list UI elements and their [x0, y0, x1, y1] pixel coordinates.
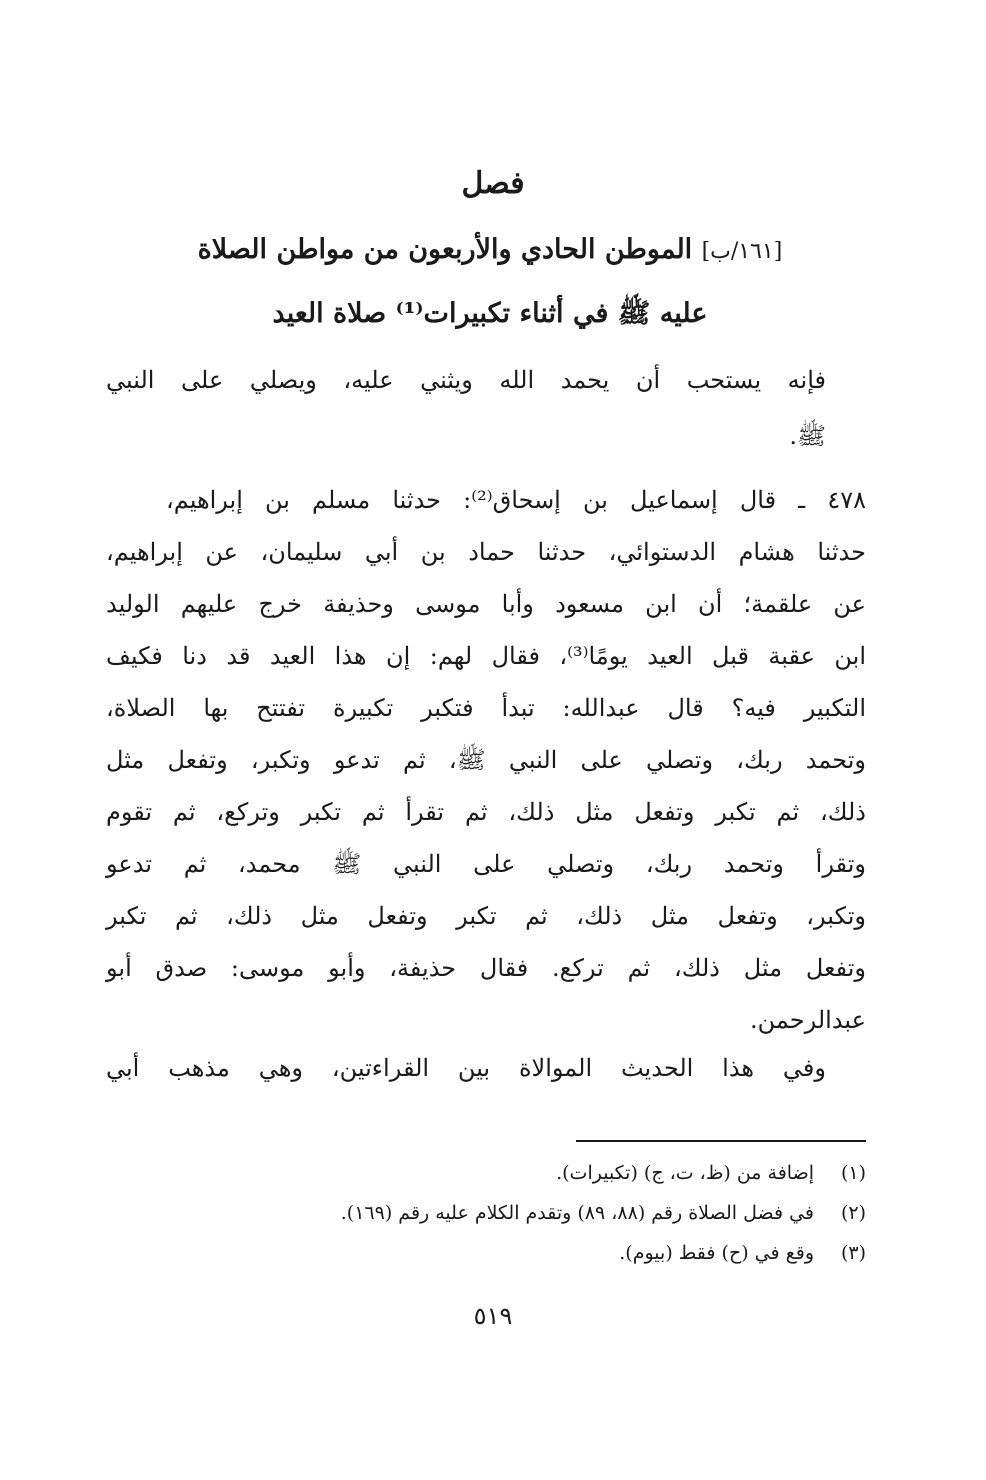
folio-reference: [١٦١/ب] [701, 239, 783, 264]
footnote-separator [576, 1140, 866, 1142]
hadith-line: ذلك، ثم تكبر وتفعل مثل ذلك، ثم تقرأ ثم تكبر وتركع، ثم تقوم [106, 798, 866, 826]
footnote-number: (٢) [840, 1202, 866, 1224]
hadith-line: وتحمد ربك، وتصلي على النبي ﷺ، ثم تدعو وتكبر، وتفعل مثل [106, 746, 866, 774]
closing-line: وفي هذا الحديث الموالاة بين القراءتين، وهي مذهب أبي [106, 1054, 826, 1082]
chapter-heading-line-2: عليه ﷺ في أثناء تكبيرات⁽¹⁾ صلاة العيد [272, 298, 708, 329]
intro-line: ﷺ. [789, 422, 826, 450]
hadith-line: وتقرأ وتحمد ربك، وتصلي على النبي ﷺ محمد، ثم تدعو [106, 850, 866, 878]
hadith-paragraph [106, 472, 866, 1052]
hadith-line: عبدالرحمن. [750, 1006, 866, 1034]
footnote-3 [106, 1235, 866, 1271]
footnote-1 [106, 1155, 866, 1191]
hadith-line: وتفعل مثل ذلك، ثم تركع. فقال حذيفة، وأبو موسى: صدق أبو [106, 954, 866, 982]
hadith-line: عن علقمة؛ أن ابن مسعود وأبا موسى وحذيفة خرج عليهم الوليد [106, 590, 866, 618]
footnote-number: (١) [840, 1162, 866, 1184]
footnote-text: في فضل الصلاة رقم (٨٨، ٨٩) وتقدم الكلام عليه رقم (١٦٩). [340, 1202, 814, 1224]
footnote-number: (٣) [840, 1242, 866, 1264]
heading-text-1: الموطن الحادي والأربعون من مواطن الصلاة [197, 234, 693, 265]
hadith-line: التكبير فيه؟ قال عبدالله: تبدأ فتكبر تكبيرة تفتتح بها الصلاة، [106, 694, 866, 722]
footnote-text: إضافة من (ظ، ت، ج) (تكبيرات). [556, 1162, 814, 1184]
footnote-text: وقع في (ح) فقط (بيوم). [619, 1242, 814, 1264]
hadith-line: وتكبر، وتفعل مثل ذلك، ثم تكبر وتفعل مثل ذلك، ثم تكبر [106, 902, 866, 930]
chapter-heading-line-1 [100, 228, 880, 274]
page-number: ٥١٩ [473, 1302, 513, 1330]
hadith-line: ابن عقبة قبل العيد يومًا⁽³⁾، فقال لهم: إن هذا العيد قد دنا فكيف [106, 642, 866, 670]
footnote-2 [106, 1195, 866, 1231]
section-title: فصل [461, 166, 525, 201]
intro-paragraph [106, 352, 866, 482]
intro-line: فإنه يستحب أن يحمد الله ويثني عليه، ويصلي على النبي [106, 366, 826, 394]
hadith-line: ٤٧٨ ـ قال إسماعيل بن إسحاق⁽²⁾: حدثنا مسلم بن إبراهيم، [166, 486, 867, 514]
hadith-line: حدثنا هشام الدستوائي، حدثنا حماد بن أبي سليمان، عن إبراهيم، [106, 538, 866, 566]
closing-paragraph [106, 1040, 866, 1100]
